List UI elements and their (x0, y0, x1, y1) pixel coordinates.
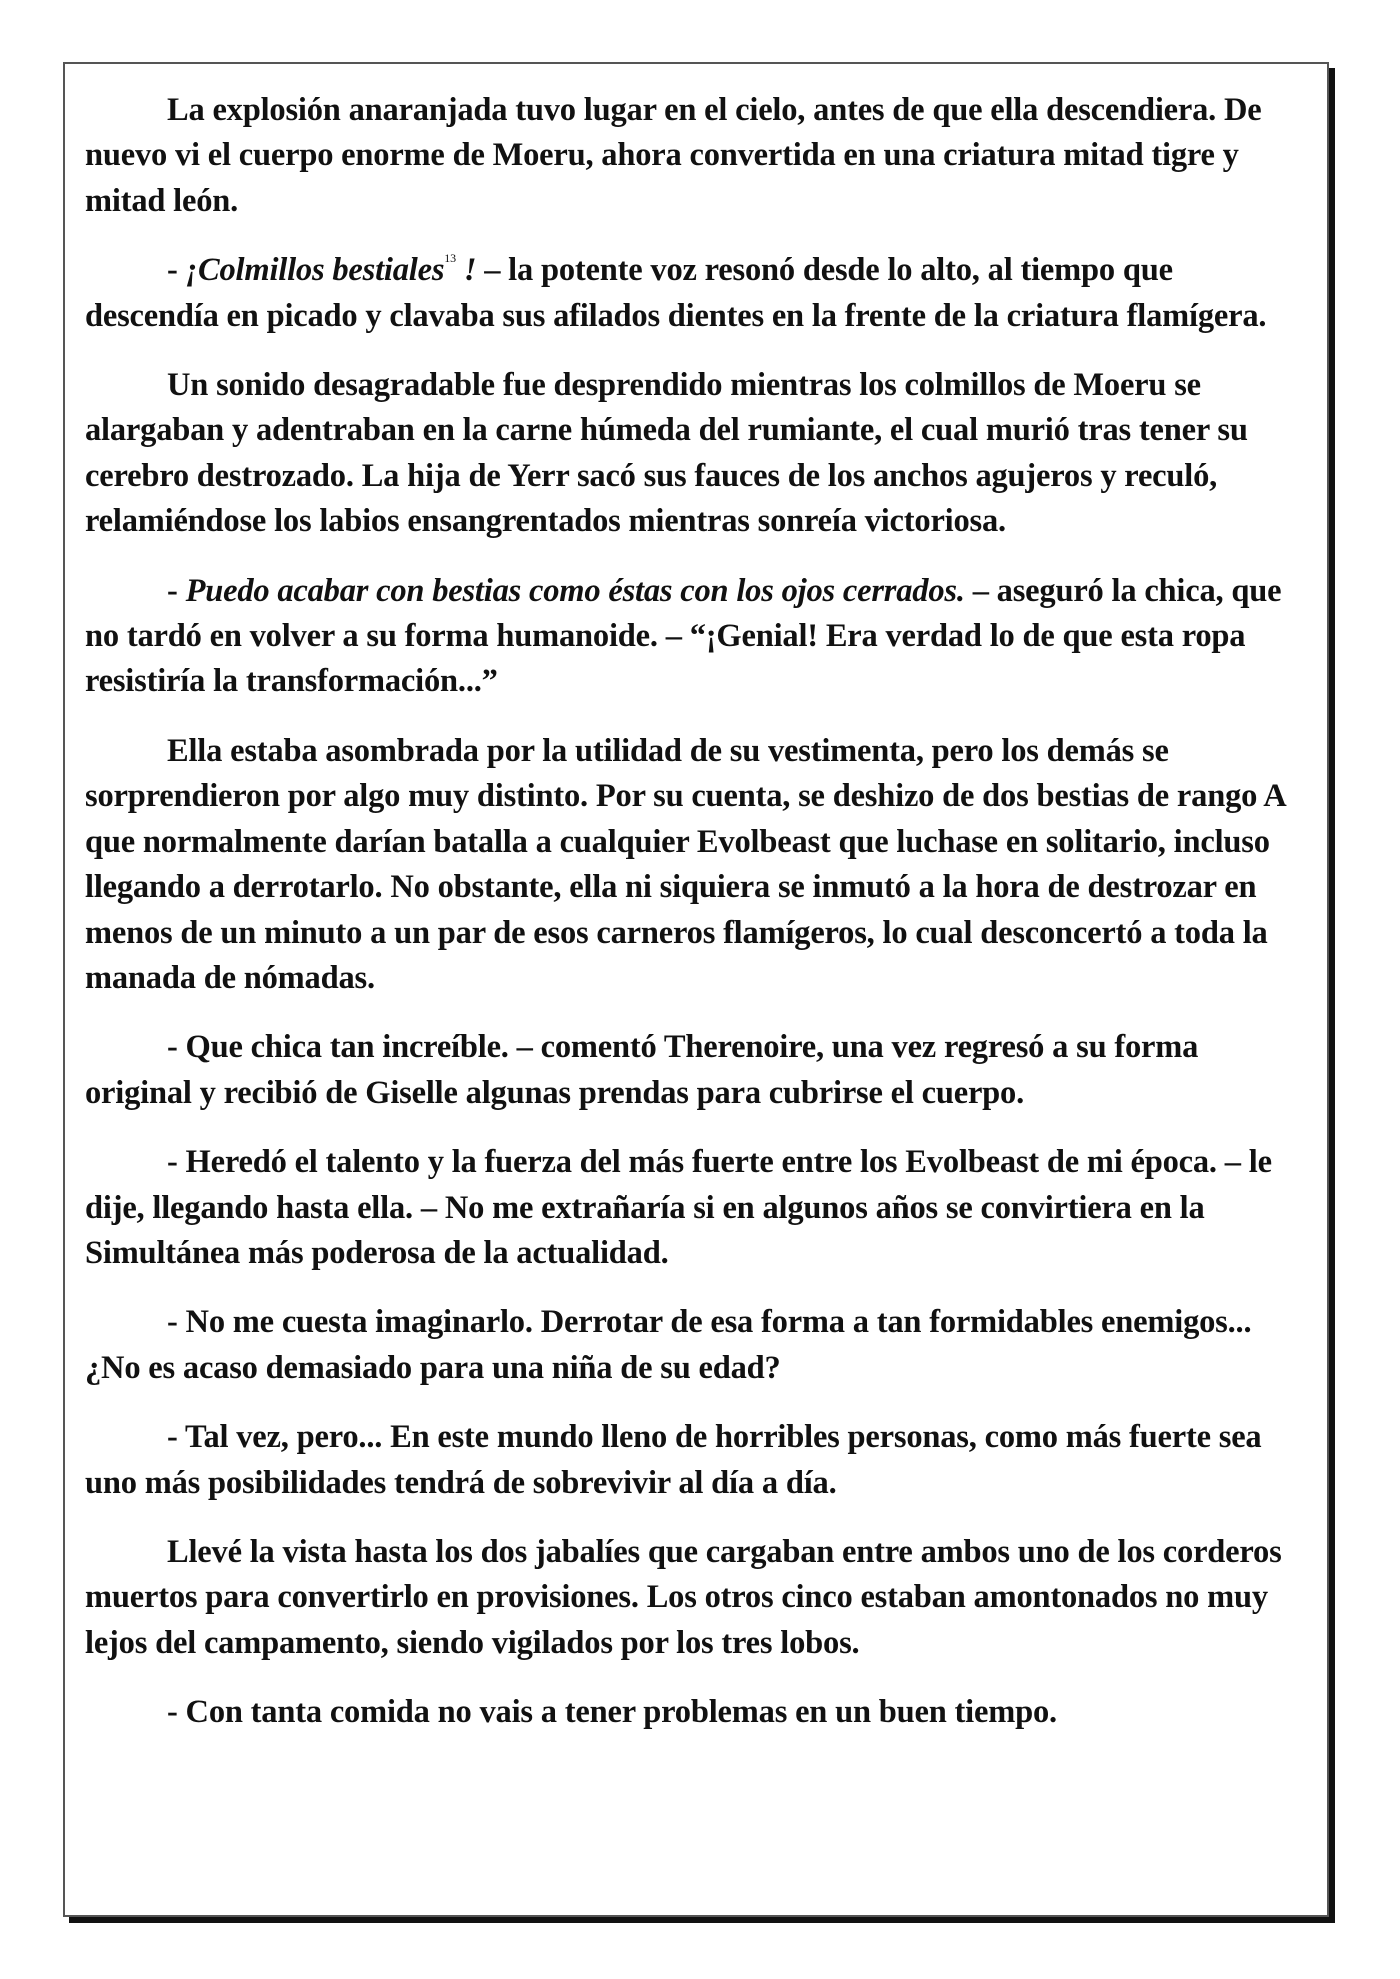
paragraph: Un sonido desagradable fue desprendido mientras los colmillos de Moeru se alargaban y adentraban en la carne húmeda del rumiante, el cual murió tras tener su cerebro destrozado. La hija de Yerr sacó sus fauces de los anchos agujeros y reculó, relamiéndose los labios ensangrentados mientras sonreía victoriosa. (85, 367, 1248, 540)
dialogue-paragraph: - No me cuesta imaginarlo. Derrotar de esa forma a tan formidables enemigos... ¿No es acaso demasiado para una niña de su edad? (85, 1304, 1252, 1386)
dialogue-paragraph: - Tal vez, pero... En este mundo lleno de horribles personas, como más fuerte sea uno más posibilidades tendrá de sobrevivir al día a día. (85, 1419, 1262, 1501)
dialogue-paragraph: - Con tanta comida no vais a tener problemas en un buen tiempo. (167, 1694, 1057, 1731)
dialogue-dash: - (167, 252, 186, 289)
dialogue-paragraph: - Heredó el talento y la fuerza del más fuerte entre los Evolbeast de mi época. – le dije, llegando hasta ella. – No me extrañaría si en algunos años se convirtiera en la Simultánea más poderosa de la actualidad. (85, 1144, 1272, 1271)
dialogue-paragraph: - Que chica tan increíble. – comentó Therenoire, una vez regresó a su forma original y recibió de Giselle algunas prendas para cubrirse el cuerpo. (85, 1029, 1199, 1111)
italic-speech-end: ! (455, 252, 477, 289)
page-frame (63, 62, 1329, 1917)
footnote-marker: 13 (444, 251, 456, 266)
narration: – aseguró la chica, que no tardó en volver a su forma humanoide. – “¡Genial! Era verdad lo de que esta ropa resistiría la transformación...” (85, 572, 1282, 700)
italic-speech: Puedo acabar con bestias como éstas con los ojos cerrados. (185, 572, 965, 609)
paragraph: La explosión anaranjada tuvo lugar en el cielo, antes de que ella descendiera. De nuevo vi el cuerpo enorme de Moeru, ahora convertida en una criatura mitad tigre y mitad león. (85, 92, 1262, 219)
dialogue-dash: - (167, 572, 186, 609)
paragraph: Ella estaba asombrada por la utilidad de su vestimenta, pero los demás se sorprendieron por algo muy distinto. Por su cuenta, se deshizo de dos bestias de rango A que normalmente darían batalla a cualquier Evolbeast que luchase en solitario, incluso llegando a derrotarlo. No obstante, ella ni siquiera se inmutó a la hora de destrozar en menos de un minuto a un par de esos carneros flamígeros, lo cual desconcertó a toda la manada de nómadas. (85, 732, 1285, 996)
paragraph: Llevé la vista hasta los dos jabalíes que cargaban entre ambos uno de los corderos muertos para convertirlo en provisiones. Los otros cinco estaban amontonados no muy lejos del campamento, siendo vigilados por los tres lobos. (85, 1533, 1282, 1661)
dialogue-paragraph (85, 569, 1309, 705)
page-text (85, 88, 1309, 1760)
dialogue-paragraph (85, 248, 1309, 339)
narration: – la potente voz resonó desde lo alto, al tiempo que descendía en picado y clavaba sus afilados dientes en la frente de la criatura flamígera. (85, 252, 1267, 334)
italic-speech: ¡Colmillos bestiales (185, 252, 445, 289)
